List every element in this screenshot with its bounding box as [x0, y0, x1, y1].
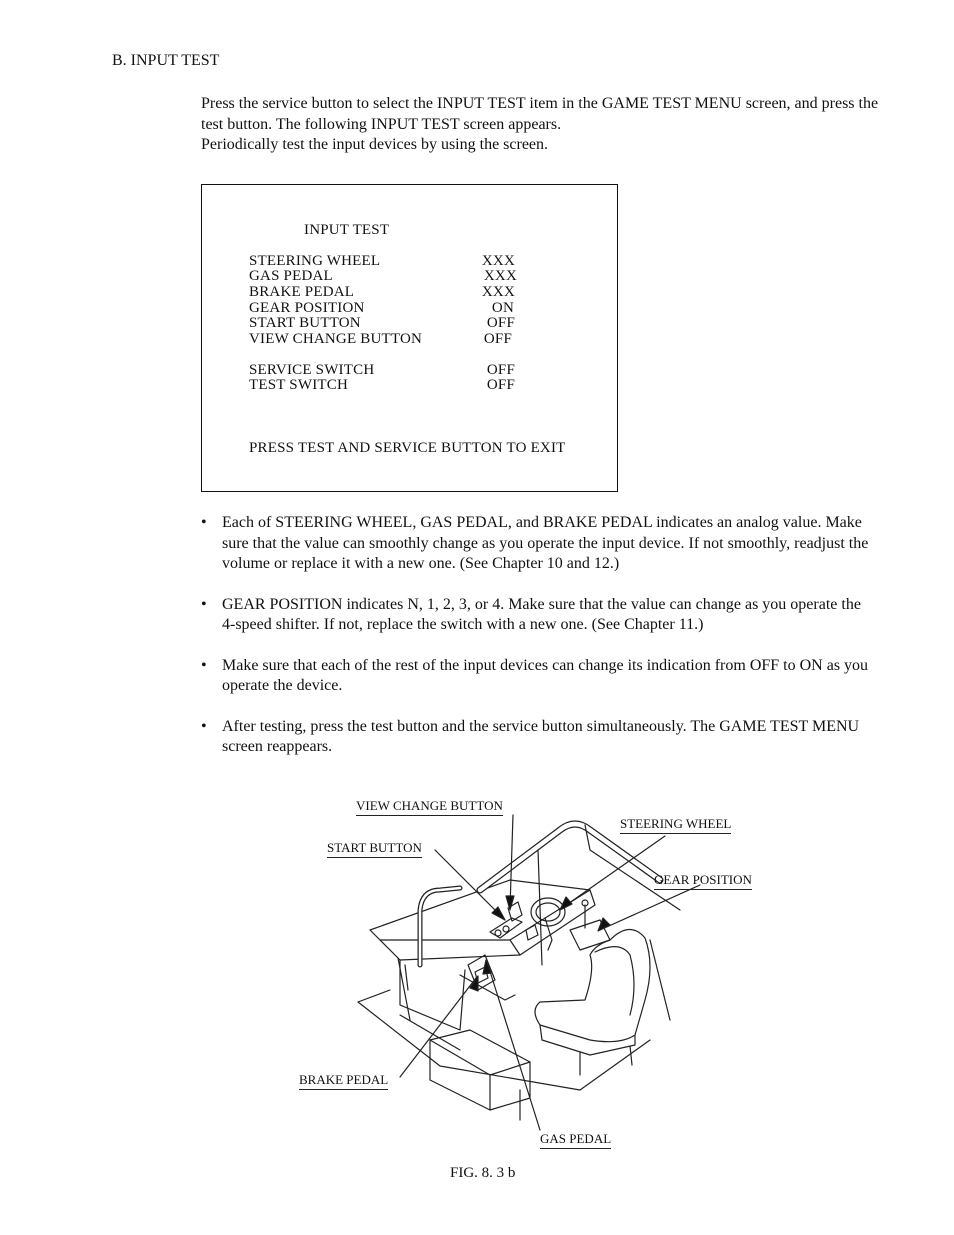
- label-steering-wheel: STEERING WHEEL: [620, 816, 731, 834]
- section-heading: B. INPUT TEST: [112, 52, 220, 69]
- bullet-item: [201, 656, 871, 697]
- bullet-icon: •: [201, 656, 207, 674]
- bullet-text: Each of STEERING WHEEL, GAS PEDAL, and BRAKE PEDAL indicates an analog value. Make sure that the value can smoothly change as you operate the input device. If not smoothly, readjust the volume or replace it with a new one. (See Chapter 10 and 12.): [222, 514, 869, 572]
- bullet-list: [201, 513, 871, 778]
- row-label-gear-position: GEAR POSITION: [249, 300, 365, 316]
- row-label-service-switch: SERVICE SWITCH: [249, 362, 375, 378]
- label-start-button: START BUTTON: [327, 840, 422, 858]
- row-value-view-change-button: OFF: [483, 331, 512, 347]
- label-view-change-button: VIEW CHANGE BUTTON: [356, 798, 503, 816]
- label-brake-pedal: BRAKE PEDAL: [299, 1072, 388, 1090]
- intro-paragraph: Periodically test the input devices by using the screen.: [201, 136, 549, 153]
- intro-paragraph: Press the service button to select the INPUT TEST item in the GAME TEST MENU screen, and press the test button. The following INPUT TEST screen appears.: [201, 95, 879, 133]
- row-value-test-switch: OFF: [486, 377, 515, 393]
- bullet-icon: •: [201, 717, 207, 735]
- bullet-text: GEAR POSITION indicates N, 1, 2, 3, or 4. Make sure that the value can change as you operate the 4-speed shifter. If not, replace the switch with a new one. (See Chapter 11.): [222, 595, 861, 633]
- row-label-test-switch: TEST SWITCH: [249, 377, 349, 393]
- row-label-gas-pedal: GAS PEDAL: [249, 268, 333, 284]
- figure-caption: FIG. 8. 3 b: [450, 1165, 516, 1181]
- screen-title: INPUT TEST: [304, 222, 390, 238]
- row-value-service-switch: OFF: [486, 362, 515, 378]
- row-label-brake-pedal: BRAKE PEDAL: [249, 284, 355, 300]
- bullet-item: [201, 513, 871, 575]
- row-value-steering-wheel: XXX: [481, 253, 515, 269]
- row-value-gas-pedal: XXX: [483, 268, 517, 284]
- bullet-icon: •: [201, 595, 207, 613]
- label-gas-pedal: GAS PEDAL: [540, 1131, 611, 1149]
- row-label-view-change-button: VIEW CHANGE BUTTON: [249, 331, 423, 347]
- row-value-gear-position: ON: [491, 300, 514, 316]
- row-label-start-button: START BUTTON: [249, 315, 361, 331]
- bullet-item: [201, 595, 871, 636]
- label-gear-position: GEAR POSITION: [654, 872, 752, 890]
- bullet-icon: •: [201, 514, 207, 531]
- bullet-text: Make sure that each of the rest of the input devices can change its indication from OFF to ON as you operate the device.: [222, 656, 869, 694]
- row-label-steering-wheel: STEERING WHEEL: [249, 253, 381, 269]
- exit-message: PRESS TEST AND SERVICE BUTTON TO EXIT: [249, 440, 566, 456]
- bullet-item: [201, 717, 871, 758]
- bullet-text: After testing, press the test button and the service button simultaneously. The GAME TEST MENU screen reappears.: [222, 717, 860, 755]
- intro-text: [201, 94, 881, 156]
- row-value-start-button: OFF: [486, 315, 515, 331]
- row-value-brake-pedal: XXX: [481, 284, 515, 300]
